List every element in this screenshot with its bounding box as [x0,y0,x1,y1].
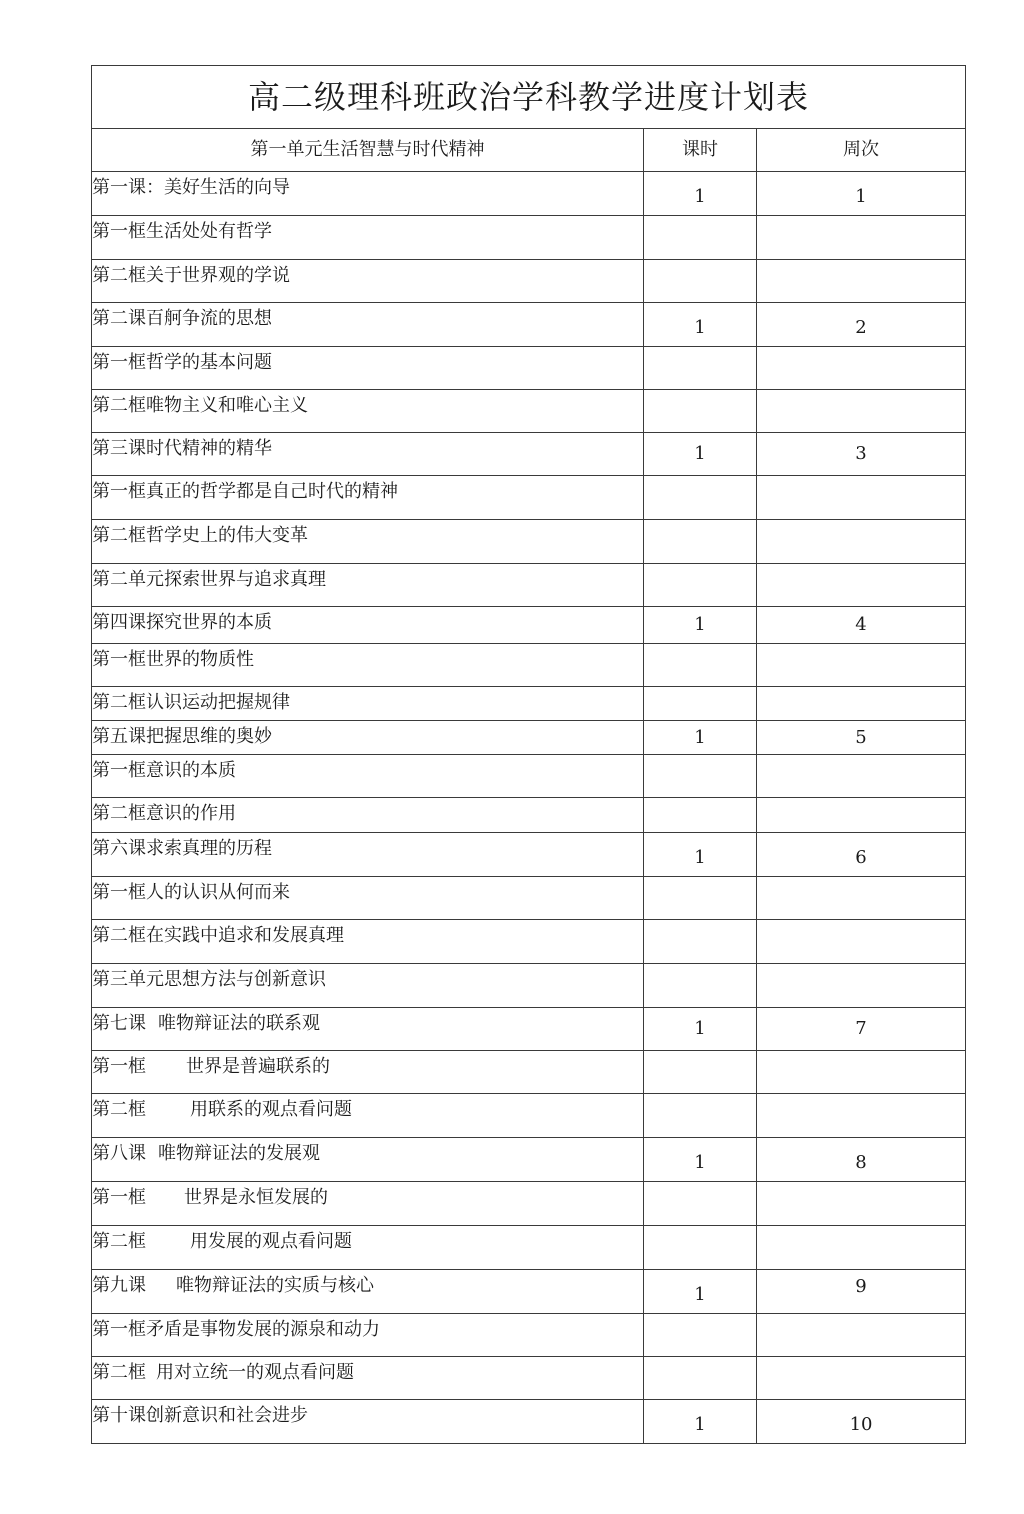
title-row [92,66,966,129]
week-value: 1 [855,186,867,207]
row-label: 第二框哲学史上的伟大变革 [92,525,308,546]
table-row [92,1226,966,1270]
hours-cell: 1 [644,721,757,755]
table-row [92,644,966,687]
week-cell [757,1226,966,1270]
header-unit-one: 第一单元生活智慧与时代精神 [92,129,644,172]
hours-cell [644,1138,757,1182]
week-cell [757,476,966,520]
hours-cell [644,1400,757,1444]
table-row [92,964,966,1008]
row-label: 第四课探究世界的本质 [92,612,272,633]
hours-cell [644,877,757,920]
hours-cell: 1 [644,607,757,644]
row-label: 第一框世界的物质性 [92,649,254,670]
header-row [92,129,966,172]
lesson-cell [92,1008,644,1051]
table-row [92,755,966,798]
table-row [92,433,966,476]
section-cell [92,260,644,303]
table-row [92,390,966,433]
hours-cell [644,1270,757,1314]
table-row [92,1314,966,1357]
hours-cell [644,1051,757,1094]
lesson-cell [92,1138,644,1182]
section-cell [92,347,644,390]
hours-cell [644,833,757,877]
table-row [92,798,966,833]
table-row [92,1270,966,1314]
table-row [92,476,966,520]
week-value: 6 [855,847,867,868]
row-label-name: 用发展的观点看问题 [190,1231,352,1252]
lesson-cell [92,1400,644,1444]
unit-cell [92,964,644,1008]
hours-cell [644,1314,757,1357]
week-cell [757,920,966,964]
header-week: 周次 [757,129,966,172]
table-row [92,721,966,755]
row-label-number: 第九课 [92,1275,146,1296]
hours-value: 1 [694,1414,706,1435]
section-cell [92,877,644,920]
section-cell [92,920,644,964]
table-row [92,1008,966,1051]
week-value: 10 [849,1414,873,1435]
section-cell [92,1314,644,1357]
hours-cell [644,390,757,433]
row-label-name: 世界是普遍联系的 [186,1056,330,1077]
lesson-cell [92,172,644,216]
week-cell: 4 [757,607,966,644]
hours-cell [644,303,757,347]
week-cell [757,644,966,687]
row-label-number: 第二框 [92,1099,146,1120]
table-row [92,833,966,877]
section-cell [92,476,644,520]
row-label: 第一课：美好生活的向导 [92,177,290,198]
hours-cell [644,172,757,216]
table-row [92,172,966,216]
lesson-cell [92,721,644,755]
lesson-cell [92,1270,644,1314]
row-label: 第二单元探索世界与追求真理 [92,569,326,590]
section-cell [92,687,644,721]
lesson-cell [92,833,644,877]
row-label-name: 用联系的观点看问题 [190,1099,352,1120]
table-row [92,920,966,964]
row-label-number: 第一框 [92,1056,146,1077]
week-value: 8 [855,1152,867,1173]
section-cell [92,1094,644,1138]
week-value: 2 [855,317,867,338]
week-cell [757,687,966,721]
week-cell [757,172,966,216]
week-cell [757,390,966,433]
hours-cell: 1 [644,433,757,476]
row-label-number: 第二框 [92,1231,146,1252]
hours-cell [644,216,757,260]
week-cell [757,260,966,303]
hours-cell [644,687,757,721]
week-cell [757,1051,966,1094]
week-cell: 5 [757,721,966,755]
week-cell [757,216,966,260]
section-cell [92,798,644,833]
table-row [92,1357,966,1400]
row-label-name: 唯物辩证法的实质与核心 [176,1275,374,1296]
table-row [92,1138,966,1182]
week-cell [757,798,966,833]
hours-cell [644,1357,757,1400]
week-cell [757,1400,966,1444]
hours-cell [644,260,757,303]
table-row [92,877,966,920]
week-cell [757,347,966,390]
week-cell: 7 [757,1008,966,1051]
week-cell [757,877,966,920]
table-row [92,607,966,644]
row-label: 第二框唯物主义和唯心主义 [92,395,308,416]
section-cell [92,1357,644,1400]
row-label: 第三单元思想方法与创新意识 [92,969,326,990]
lesson-cell [92,433,644,476]
hours-cell [644,564,757,607]
hours-value: 1 [694,1284,706,1305]
section-cell [92,390,644,433]
row-label: 第一框意识的本质 [92,760,236,781]
week-value: 9 [855,1276,867,1297]
row-label: 第二框认识运动把握规律 [92,692,290,713]
hours-cell [644,798,757,833]
row-label-name: 唯物辩证法的发展观 [158,1143,320,1164]
week-cell [757,1357,966,1400]
table-row [92,520,966,564]
table-row [92,260,966,303]
week-cell [757,520,966,564]
row-label: 第六课求索真理的历程 [92,838,272,859]
hours-value: 1 [694,847,706,868]
unit-cell [92,564,644,607]
hours-cell [644,1226,757,1270]
row-label-name: 唯物辩证法的联系观 [158,1013,320,1034]
row-label: 第五课把握思维的奥妙 [92,726,272,747]
week-cell [757,1270,966,1314]
section-cell [92,1051,644,1094]
week-cell [757,833,966,877]
page-title: 高二级理科班政治学科教学进度计划表 [92,66,966,129]
hours-cell [644,755,757,798]
week-cell: 3 [757,433,966,476]
week-cell [757,303,966,347]
header-hours: 课时 [644,129,757,172]
hours-cell [644,476,757,520]
row-label: 第一框生活处处有哲学 [92,221,272,242]
lesson-cell [92,303,644,347]
schedule-table [91,65,966,1444]
section-cell [92,216,644,260]
hours-cell [644,347,757,390]
row-label-name: 世界是永恒发展的 [184,1187,328,1208]
week-cell [757,564,966,607]
row-label: 第二框关于世界观的学说 [92,265,290,286]
hours-value: 1 [694,317,706,338]
week-cell [757,964,966,1008]
row-label: 第一框哲学的基本问题 [92,352,272,373]
row-label: 第三课时代精神的精华 [92,438,272,459]
table-row [92,303,966,347]
week-cell [757,1314,966,1357]
week-cell [757,755,966,798]
hours-cell [644,1182,757,1226]
row-label: 第二课百舸争流的思想 [92,308,272,329]
hours-cell [644,920,757,964]
section-cell [92,1226,644,1270]
section-cell [92,755,644,798]
hours-cell [644,1094,757,1138]
row-label-number: 第二框 [92,1362,146,1383]
hours-value: 1 [694,1152,706,1173]
table-row [92,1400,966,1444]
row-label: 第一框真正的哲学都是自己时代的精神 [92,481,398,502]
week-cell [757,1094,966,1138]
row-label-number: 第一框 [92,1187,146,1208]
table-row [92,1051,966,1094]
hours-cell [644,644,757,687]
section-cell [92,520,644,564]
row-label-number: 第七课 [92,1013,146,1034]
hours-cell [644,964,757,1008]
row-label-number: 第八课 [92,1143,146,1164]
hours-cell [644,520,757,564]
table-row [92,687,966,721]
section-cell [92,644,644,687]
section-cell [92,1182,644,1226]
row-label: 第二框意识的作用 [92,803,236,824]
row-label: 第一框人的认识从何而来 [92,882,290,903]
row-label: 第二框在实践中追求和发展真理 [92,925,344,946]
table-row [92,216,966,260]
lesson-cell [92,607,644,644]
hours-cell: 1 [644,1008,757,1051]
table-row [92,564,966,607]
table-row [92,1182,966,1226]
table-row [92,1094,966,1138]
week-cell [757,1182,966,1226]
row-label: 第一框矛盾是事物发展的源泉和动力 [92,1319,380,1340]
table-row [92,347,966,390]
row-label: 第十课创新意识和社会进步 [92,1405,308,1426]
row-label-name: 用对立统一的观点看问题 [156,1362,354,1383]
week-cell [757,1138,966,1182]
hours-value: 1 [694,186,706,207]
